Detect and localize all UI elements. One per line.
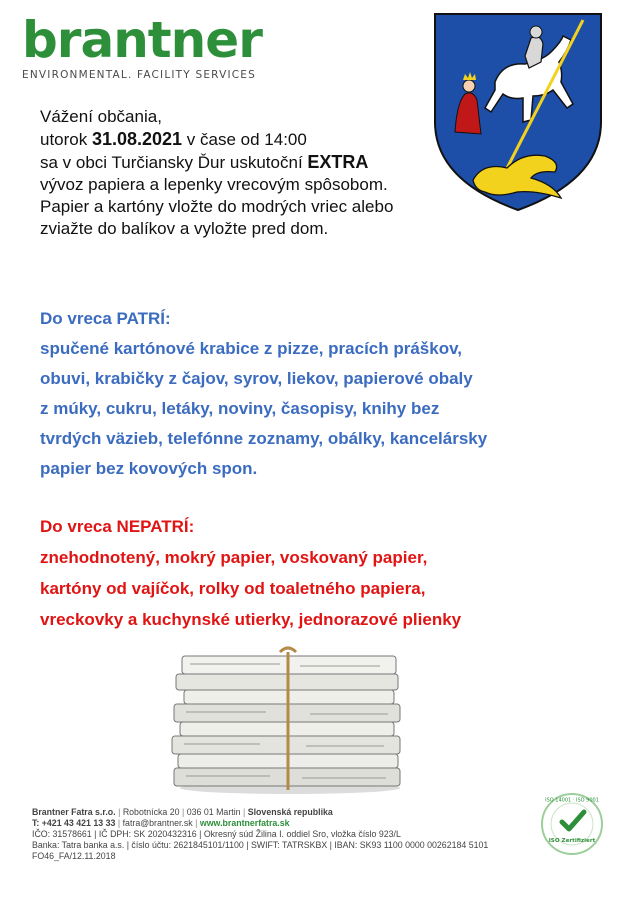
footer-bank-line: Banka: Tatra banka a.s. | číslo účtu: 2621845101/1100 | SWIFT: TATRSKBX | IBAN: SK93 1100 0000 00262184 5101 — [32, 840, 489, 850]
logo-wordmark: brantner — [22, 11, 262, 69]
collection-date: 31.08.2021 — [91, 129, 183, 149]
iso-ring-text: ISO 14001 · ISO 9001 — [545, 797, 599, 804]
not-belongs-line: kartóny od vajíčok, rolky od toaletného papiera, — [40, 579, 426, 598]
newspaper-stack-image — [170, 646, 410, 794]
coat-of-arms-image — [433, 12, 603, 212]
notice-intro — [40, 106, 393, 240]
phone: T: +421 43 421 13 33 — [32, 818, 116, 828]
footer-contact-line: T: +421 43 421 13 33 | fatra@brantner.sk | www.brantnerfatra.sk — [32, 818, 290, 828]
street: Robotnícka 20 — [122, 807, 180, 817]
instruction-line-2: zviažte do balíkov a vyložte pred dom. — [40, 219, 329, 238]
belongs-line: z múky, cukru, letáky, noviny, časopisy, knihy bez — [40, 399, 440, 418]
location-line — [40, 151, 393, 174]
logo-tagline: ENVIRONMENTAL. FACILITY SERVICES — [22, 69, 256, 81]
iso-label: ISO Zertifiziert — [548, 838, 596, 844]
footer-registration-line: IČO: 31578661 | IČ DPH: SK 2020432316 | Okresný súd Žilina I. oddiel Sro, vložka číslo 923/L — [32, 829, 401, 839]
company-footer — [32, 807, 488, 862]
not-belongs-line: vreckovky a kuchynské utierky, jednorazové plienky — [40, 610, 462, 629]
belongs-title: Do vreca PATRÍ: — [40, 309, 171, 328]
footer-form-code: FO46_FA/12.11.2018 — [32, 851, 116, 861]
belongs-line: tvrdých väzieb, telefónne zoznamy, obálky, kancelársky — [40, 429, 488, 448]
extra-label: EXTRA — [307, 152, 369, 172]
footer-address-line: Brantner Fatra s.r.o. | Robotnícka 20 | 036 01 Martin | Slovenská republika — [32, 807, 333, 817]
date-prefix: utorok — [40, 130, 92, 149]
iso-certified-badge — [540, 792, 604, 856]
not-belongs-title: Do vreca NEPATRÍ: — [40, 517, 195, 536]
belongs-line: spučené kartónové krabice z pizze, pracích práškov, — [40, 339, 463, 358]
belongs-line: obuvi, krabičky z čajov, syrov, liekov, papierové obaly — [40, 369, 473, 388]
date-line — [40, 128, 393, 151]
belongs-line: papier bez kovových spon. — [40, 459, 258, 478]
not-belongs-section — [40, 511, 461, 635]
web-link[interactable]: www.brantnerfatra.sk — [199, 818, 290, 828]
not-belongs-line: znehodnotený, mokrý papier, voskovaný papier, — [40, 548, 428, 567]
city: 036 01 Martin — [186, 807, 241, 817]
email-link[interactable]: fatra@brantner.sk — [122, 818, 193, 828]
brantner-logo — [20, 11, 270, 84]
time-text: v čase od 14:00 — [182, 130, 307, 149]
location-text: sa v obci Turčiansky Ďur uskutoční — [40, 153, 308, 172]
country: Slovenská republika — [247, 807, 333, 817]
collection-line: vývoz papiera a lepenky vrecovým spôsobom. — [40, 175, 388, 194]
belongs-section — [40, 304, 487, 484]
company-name: Brantner Fatra s.r.o. — [32, 807, 116, 817]
instruction-line-1: Papier a kartóny vložte do modrých vriec alebo — [40, 197, 394, 216]
greeting: Vážení občania, — [40, 107, 162, 126]
